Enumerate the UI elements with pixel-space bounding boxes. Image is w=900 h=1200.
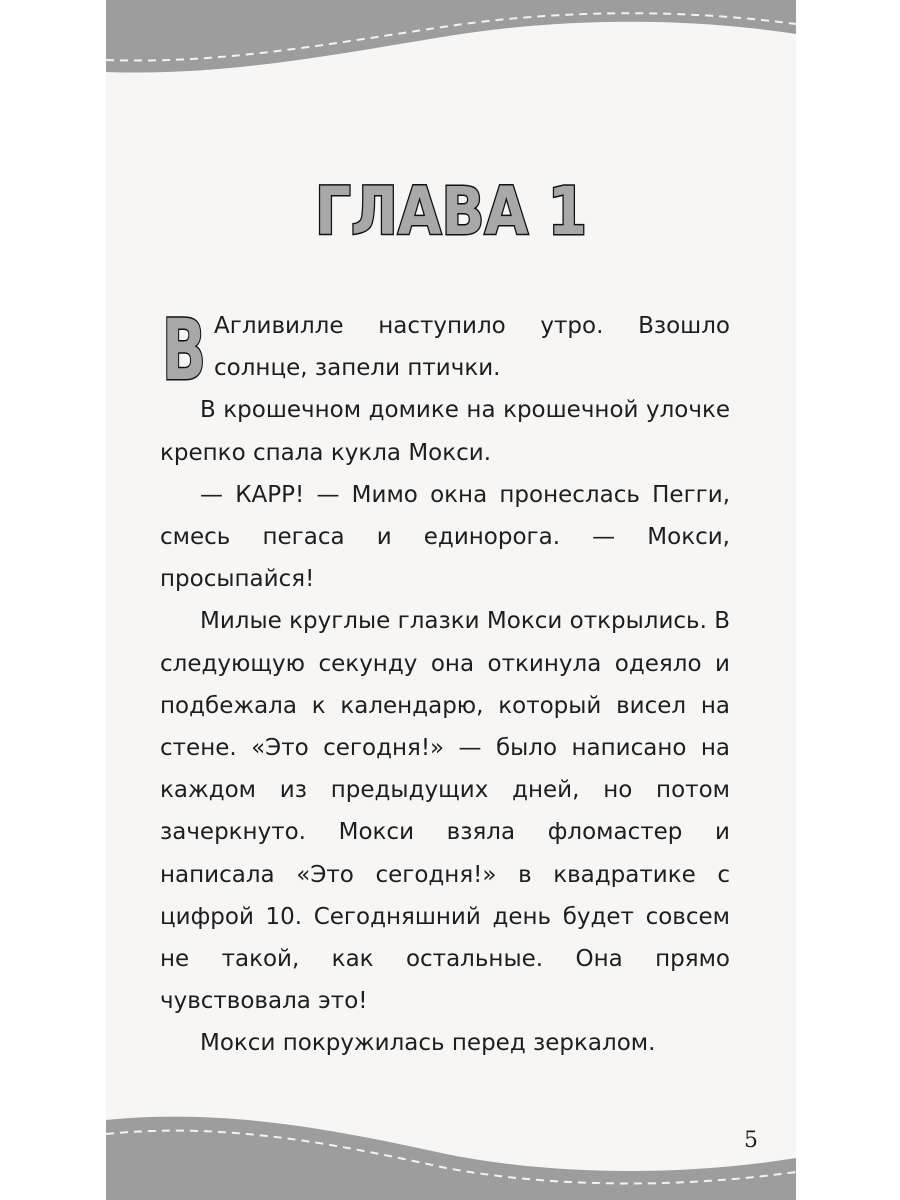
paragraph-3: — КАРР! — Мимо окна пронеслась Пегги, смесь пегаса и единорога. — Мокси, просыпайся! (160, 481, 730, 593)
bottom-wave-band (106, 1110, 796, 1200)
paragraph-1 (160, 301, 730, 399)
chapter-body (160, 301, 730, 1065)
paragraph-1-text: Агливилле наступило утро. Взошло солнце, запели птички. (214, 313, 730, 382)
page-number: 5 (744, 1128, 758, 1153)
top-wave-band (106, 0, 796, 90)
chapter-title (106, 173, 796, 250)
chapter-title-text: ГЛАВА 1 (315, 173, 587, 250)
drop-cap (160, 301, 208, 399)
paragraph-4: Милые круглые глазки Мокси открылись. В следующую секунду она откинула одеяло и подбежала к календарю, который висел на стене. «Это сегодня!» — было написано на каждом из предыдущих дней, но потом зачеркнуто. Мокси взяла фломастер и написала «Это сегодня!» в квадратике с цифрой 10. Сегодняшний день будет совсем не такой, как остальные. Она прямо чувствовала это! (160, 608, 730, 1015)
drop-cap-letter: В (162, 301, 206, 399)
paragraph-2: В крошечном домике на крошечной улочке крепко спала кукла Мокси. (160, 397, 730, 466)
paragraph-5: Мокси покружилась перед зеркалом. (200, 1030, 656, 1057)
book-page (106, 0, 796, 1200)
